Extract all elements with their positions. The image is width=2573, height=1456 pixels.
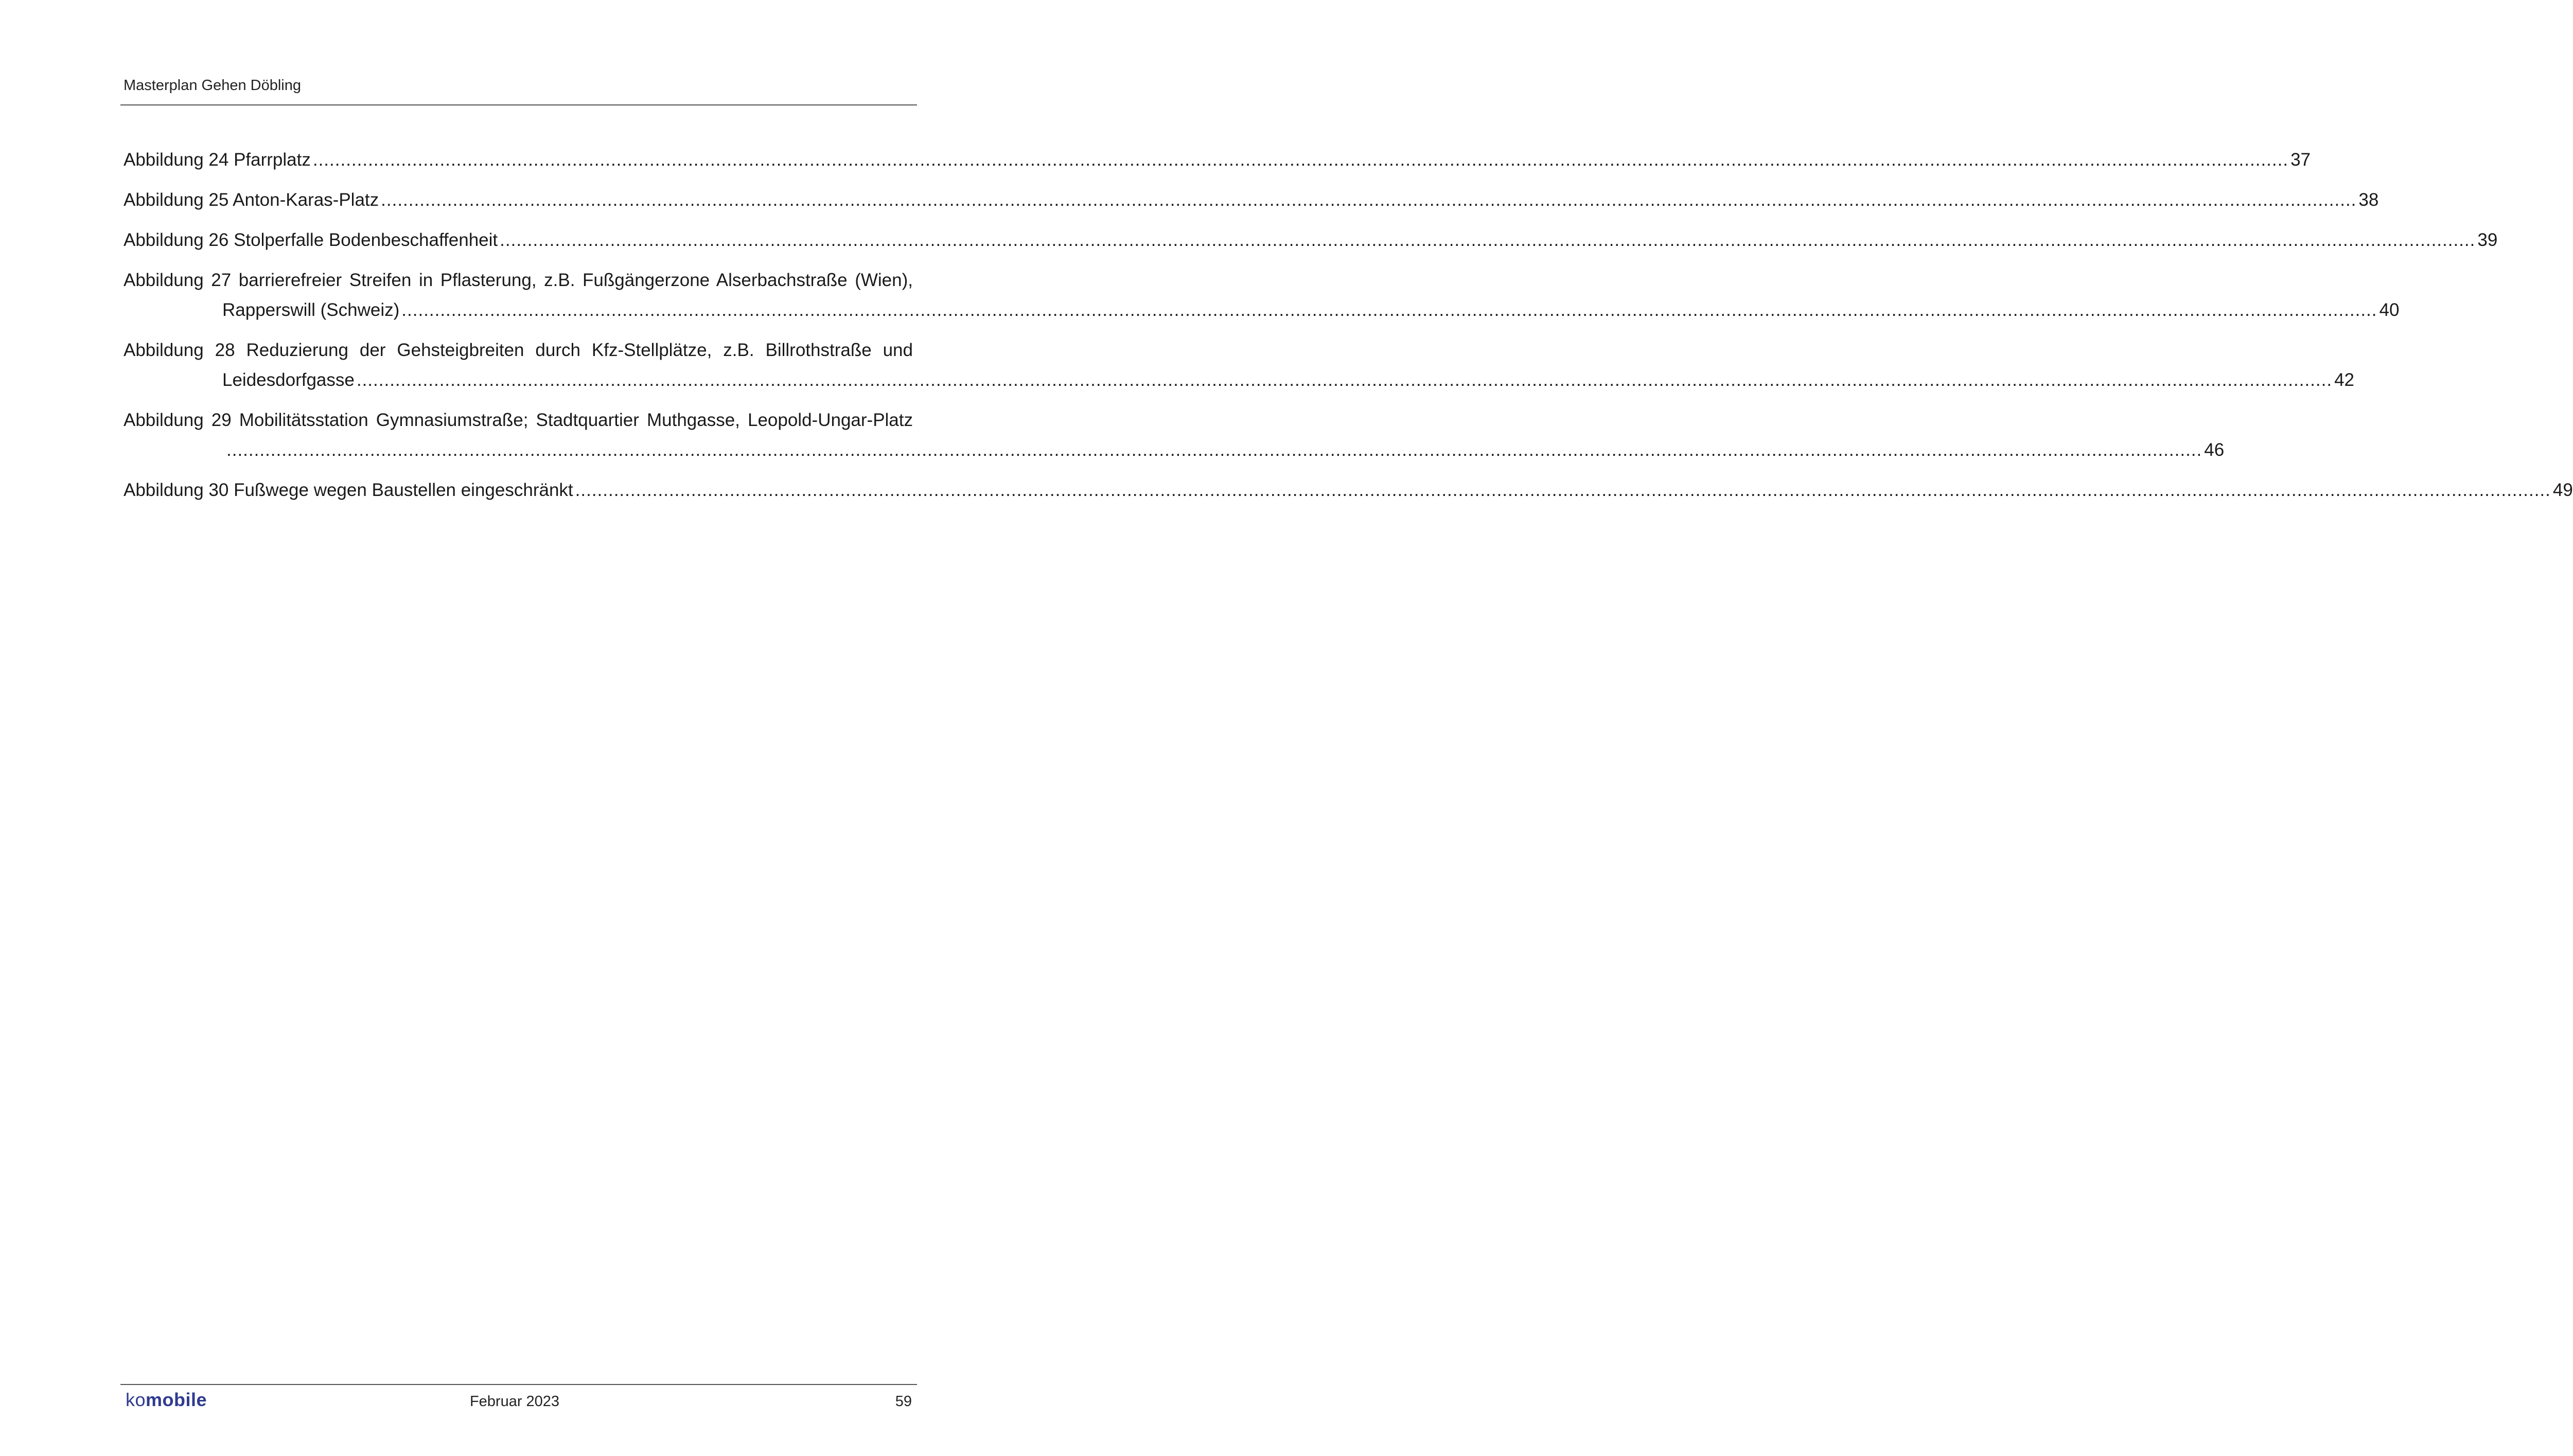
footer-divider	[120, 1384, 917, 1385]
footer-date: Februar 2023	[469, 1393, 560, 1410]
toc-entry-title-line2: Leidesdorfgasse	[222, 370, 355, 390]
toc-entry-title-line1: Abbildung 28 Reduzierung der Gehsteigbreiten durch Kfz-Stellplätze, z.B. Billrothstraße und	[124, 340, 913, 360]
toc-entry-page: 49	[2552, 480, 2573, 500]
toc-entry-page: 40	[2379, 300, 2400, 320]
toc-entry-title: Abbildung 26 Stolperfalle Bodenbeschaffenheit	[124, 230, 498, 250]
dot-leader: ......................................................................................................................................................................................................................................................................................................................................................................	[500, 230, 2476, 250]
toc-entry-24[interactable]	[124, 145, 2311, 175]
logo-part-ko: ko	[126, 1389, 146, 1410]
dot-leader: ......................................................................................................................................................................................................................................................................................................................................................................	[401, 300, 2377, 320]
dot-leader: ......................................................................................................................................................................................................................................................................................................................................................................	[575, 480, 2551, 500]
toc-entry-title-line2: Rapperswill (Schweiz)	[222, 300, 400, 320]
toc-entry-25[interactable]	[124, 185, 2379, 215]
toc-entry-page: 39	[2477, 230, 2498, 250]
dot-leader: ......................................................................................................................................................................................................................................................................................................................................................................	[381, 190, 2357, 210]
toc-entry-title: Abbildung 24 Pfarrplatz	[124, 150, 311, 170]
toc-entry-title: Abbildung 30 Fußwege wegen Baustellen eingeschränkt	[124, 480, 573, 500]
toc-entry-title-line1: Abbildung 27 barrierefreier Streifen in Pflasterung, z.B. Fußgängerzone Alserbachstraße (Wien),	[124, 270, 913, 290]
toc-entry-page: 46	[2204, 440, 2225, 460]
toc-entry-29[interactable]	[124, 405, 2225, 465]
running-header-title: Masterplan Gehen Döbling	[124, 77, 301, 94]
toc-entry-page: 37	[2290, 150, 2311, 170]
toc-entry-26[interactable]	[124, 225, 2498, 255]
toc-entry-title: Abbildung 25 Anton-Karas-Platz	[124, 190, 379, 210]
logo-part-mobile: mobile	[146, 1389, 207, 1410]
dot-leader: ......................................................................................................................................................................................................................................................................................................................................................................	[312, 150, 2289, 170]
list-of-figures	[124, 145, 2573, 516]
toc-entry-page: 38	[2358, 190, 2379, 210]
toc-entry-title-line1: Abbildung 29 Mobilitätsstation Gymnasiumstraße; Stadtquartier Muthgasse, Leopold-Ungar-Platz	[124, 410, 913, 430]
toc-entry-30[interactable]	[124, 475, 2573, 505]
toc-entry-28[interactable]	[124, 335, 2355, 395]
toc-entry-page: 42	[2334, 370, 2355, 390]
header-divider	[120, 104, 917, 105]
dot-leader: ......................................................................................................................................................................................................................................................................................................................................................................	[226, 440, 2202, 460]
toc-entry-27[interactable]	[124, 265, 2400, 325]
dot-leader: ......................................................................................................................................................................................................................................................................................................................................................................	[356, 370, 2333, 390]
page-number: 59	[895, 1393, 912, 1410]
